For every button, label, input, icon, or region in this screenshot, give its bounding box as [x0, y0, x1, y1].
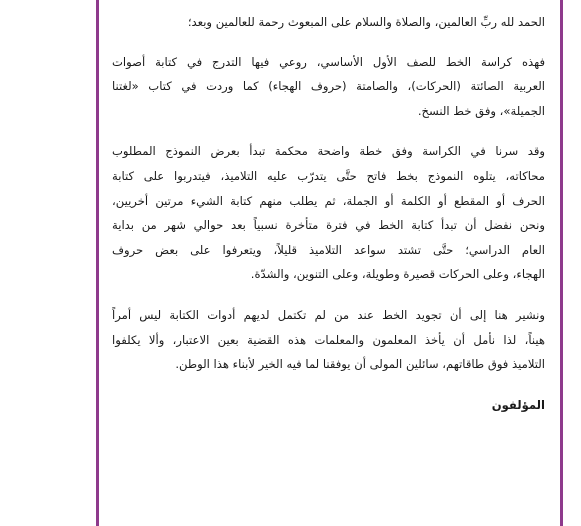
opening-line	[112, 10, 545, 35]
opening-text: الحمد لله ربِّ العالمين، والصلاة والسلام على المبعوث رحمة للعالمين وبعد؛	[187, 15, 545, 29]
paragraph-2-line-5: العام الدراسي؛ حتَّى تشتد سواعد التلاميذ قليلاً، ويتعرفوا على بعض حروف	[112, 242, 545, 257]
paragraph-2-line-1: وقد سرنا في الكراسة وفق خطة واضحة محكمة تبدأ بعرض النموذج المطلوب	[112, 144, 545, 159]
paragraph-3-line-1: ونشير هنا إلى أن تجويد الخط عند من لم تكتمل لديهم أدوات الكتابة ليس أمراً	[112, 307, 545, 322]
paragraph-3-line-2: هيناً، لذا نأمل أن يأخذ المعلمون والمعلمات هذه القضية بعين الاعتبار، وألا يكلفوا	[112, 332, 545, 347]
paragraph-2	[112, 139, 545, 287]
paragraph-2-line-2: محاكاته، يتلوه النموذج بخط فاتح حتَّى يتدرّب عليه التلاميذ، فيتدربوا على كتابة	[112, 168, 545, 183]
paragraph-1-line-3: الجميلة»، وفق خط النسخ.	[417, 103, 545, 118]
paragraph-2-line-6: الهجاء، وعلى الحركات قصيرة وطويلة، وعلى التنوين، والشدّة.	[250, 267, 545, 282]
paragraph-2-line-3: الحرف أو المقطع أو الكلمة أو الجملة، ثم يطلب منهم كتابة الشيء مرتين أخريين،	[112, 193, 545, 208]
paragraph-3-line-3: التلاميذ فوق طاقاتهم، سائلين المولى أن يوفقنا لما فيه الخير لأبناء هذا الوطن.	[175, 357, 545, 372]
signature-text: المؤلفون	[491, 397, 545, 412]
authors-signature	[112, 393, 545, 418]
paragraph-3	[112, 303, 545, 377]
paragraph-1-line-2: العربية الصائتة (الحركات)، والصامتة (حروف الهجاء) كما وردت في كتاب «لغتنا	[112, 79, 545, 94]
paragraph-2-line-4: ونحن نفضل أن تبدأ كتابة الخط في فترة متأخرة نسبياً بعد حوالي شهر من بداية	[112, 218, 545, 233]
paragraph-1	[112, 50, 545, 124]
preface-text-block	[112, 10, 545, 417]
paragraph-1-line-1: فهذه كراسة الخط للصف الأول الأساسي، روعي فيها التدرج في كتابة أصوات	[112, 54, 545, 69]
